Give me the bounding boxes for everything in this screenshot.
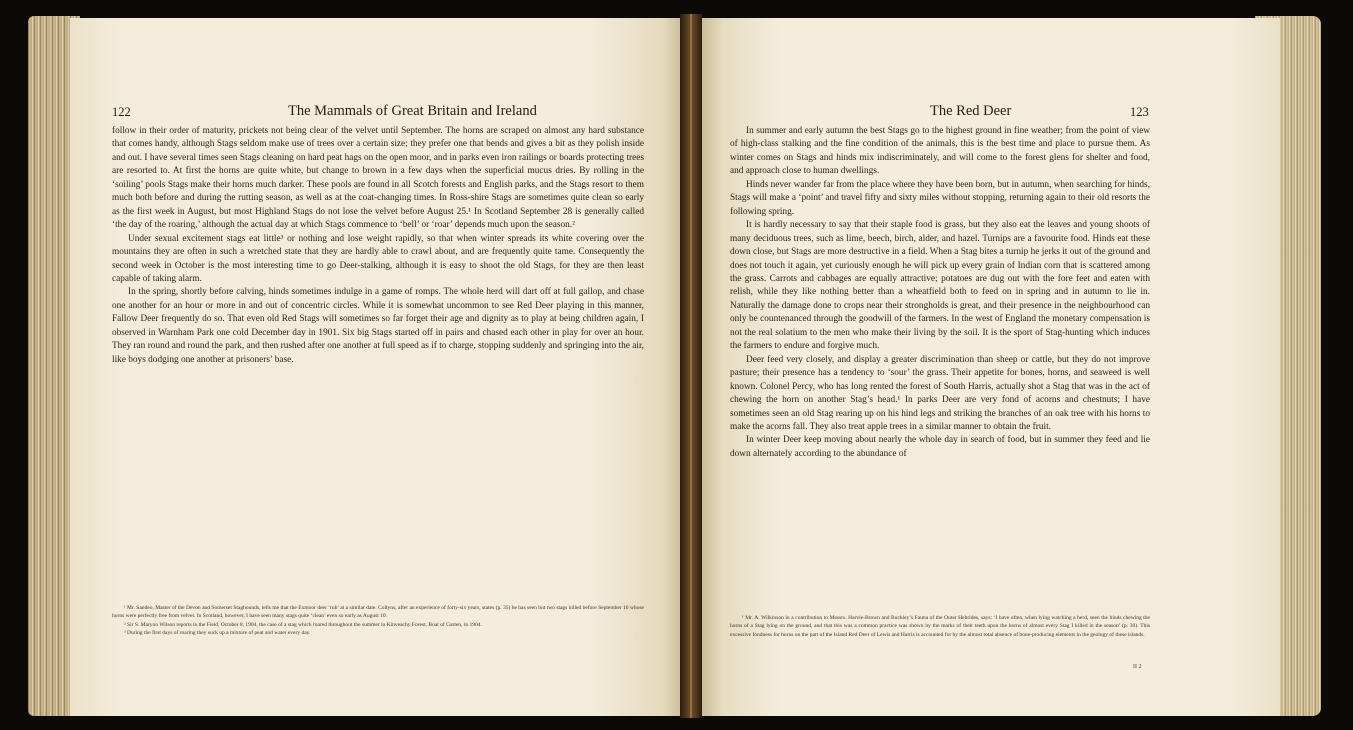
book-gutter — [680, 14, 702, 718]
right-body-text — [730, 125, 1150, 461]
footnote: ¹ Mr. Sandeo, Master of the Devon and Somerset Staghounds, tells me that the Exmoor deer ‘rub’ at a similar date. Collyns, after an experience of forty-six years, states (p. 35) he has seen but two stags killed before September 10 whose horns were perfectly free from velvet. In Scotland, however, I have seen many stags quite ‘clean’ even so early as August 10. — [112, 605, 644, 620]
right-footnotes — [730, 614, 1150, 639]
left-body-text — [112, 125, 644, 367]
right-running-head: The Red Deer — [930, 103, 1012, 119]
left-footnotes — [112, 604, 644, 637]
left-running-head: The Mammals of Great Britain and Ireland — [288, 103, 537, 119]
paragraph: Hinds never wander far from the place where they have been born, but in autumn, when searching for hinds, Stags will make a ‘point’ and travel fifty and sixty miles without stopping, returning again to their old resorts the following spring. — [730, 179, 1150, 217]
paragraph: In summer and early autumn the best Stags go to the highest ground in fine weather; from the point of view of high-class stalking and the fine condition of the animals, this is the best time and place to pursue them. As winter comes on Stags and hinds mix indiscriminately, and will come to the forest glens for shelter and food, and approach close to human dwellings. — [730, 126, 1150, 177]
footnote: ³ During the first days of roaring they suck up a mixture of peat and water every day. — [124, 629, 311, 636]
paragraph: Deer feed very closely, and display a greater discrimination than sheep or cattle, but they do not improve pasture; their presence has a tendency to ‘sour’ the grass. Their appetite for bones, horns, and seaweed is well known. Colonel Percy, who has long rented the forest of South Harris, actually shot a Stag that was in the act of chewing the horn on another Stag’s head.¹ In parks Deer are very fond of acorns and chestnuts; I have sometimes seen an old Stag rearing up on his hind legs and striking the branches of an oak tree with his horns to make the acorns fall. They also treat apple trees in a similar manner to obtain the fruit. — [730, 354, 1150, 432]
paragraph: Under sexual excitement stags eat little³ or nothing and lose weight rapidly, so that when winter spreads its white covering over the mountains they are often in such a wretched state that they are hardly able to crawl about, and are frequently quite tame. Consequently the second week in October is the most interesting time to go Deer-stalking, although it is easy to shoot the old Stags, for they are then least capable of taking alarm. — [112, 233, 644, 284]
paragraph: It is hardly necessary to say that their staple food is grass, but they also eat the leaves and young shoots of many deciduous trees, such as lime, beech, birch, alder, and hazel. Turnips are a favourite food. Hinds eat these down close, but Stags are more destructive in a field. When a Stag bites a turnip he jerks it out of the ground and does not touch it again, yet curiously enough he will pick up every grain of Indian corn that is scattered among the grass. Carrots and cabbages are equally attractive; potatoes are dug out with the fore feet and eaten with relish, while they like nothing better than a wheatfield both to feed on in spring and in autumn to lie in. Naturally the damage done to crops near their strongholds is great, and their presence in the neighbourhood can only be countenanced through the goodwill of the farmers. In the west of England the monetary compensation is not the real solatium to the men who make their living by the soil. It is the sport of Stag-hunting which induces the farmers to endure and forgive much. — [730, 220, 1150, 352]
paragraph: follow in their order of maturity, prickets not being clear of the velvet until September. The horns are scraped on almost any hard substance that comes handy, although Stags seldom make use of trees over a certain size; they prefer one that bends and gives a bit as they polish inside and out. I have several times seen Stags cleaning on hard peat hags on the open moor, and in parks even iron railings or boards protecting trees are resorted to. At first the horns are quite white, but change to brown in a few days when the superficial mucus dries. By rolling in the ‘soiling’ pools Stags make their horns much darker. These pools are found in all Scotch forests and English parks, and the Stags resort to them much both before and during the rutting season, as well as at the coat-changing times. In Ross-shire Stags are sometimes quite clean so early as the first week in August, but most Highland Stags do not lose the velvet before August 25.¹ In Scotland September 28 is generally called ‘the day of the roaring,’ although the actual day at which Stags commence to ‘bell’ or ‘roar’ depends much upon the season.² — [112, 126, 644, 231]
paragraph: In winter Deer keep moving about nearly the whole day in search of food, but in summer they feed and lie down alternately according to the abundance of — [730, 435, 1150, 459]
paragraph: In the spring, shortly before calving, hinds sometimes indulge in a game of romps. The whole herd will dart off at full gallop, and chase one another for an hour or more in and out of concentric circles. While it is somewhat uncommon to see Red Deer playing in this manner, Fallow Deer frequently do so. That even old Red Stags will sometimes so far forget their age and dignity as to play at being children again, I observed in Warnham Park one cold December day in 1901. Six big Stags started off in pairs and chased each other in play for over an hour. They ran round and round the park, and then rushed after one another at full speed as if to charge, stopping suddenly and springing into the air, like boys dodging one another at prisoners’ base. — [112, 287, 644, 365]
footnote: ² Sir S. Maryon Wilson reports in the Field, October 8, 1904, the case of a stag which roared throughout the summer in Kinveachy Forest, Boat of Garten, in 1904. — [124, 621, 482, 628]
footnote: ¹ Mr. A. Wilkinson in a contribution to Messrs. Harvie-Brown and Buckley’s Fauna of the Outer Hebrides, says: ‘I have often, when lying watching a herd, seen the hinds chewing the horns of a Stag lying on the ground, and that this was a common practice was shown by the marks of their teeth upon the horns of almost every Stag I killed in the season’ (p. 30). This excessive fondness for horns on the part of the Island Red Deer of Lewis and Harris is accounted for by the almost total absence of bone-producing elements in the geology of these islands. — [730, 615, 1150, 638]
right-page-number: 123 — [1130, 105, 1149, 119]
left-page-number: 122 — [112, 105, 131, 119]
signature-mark: II 2 — [1133, 664, 1142, 670]
